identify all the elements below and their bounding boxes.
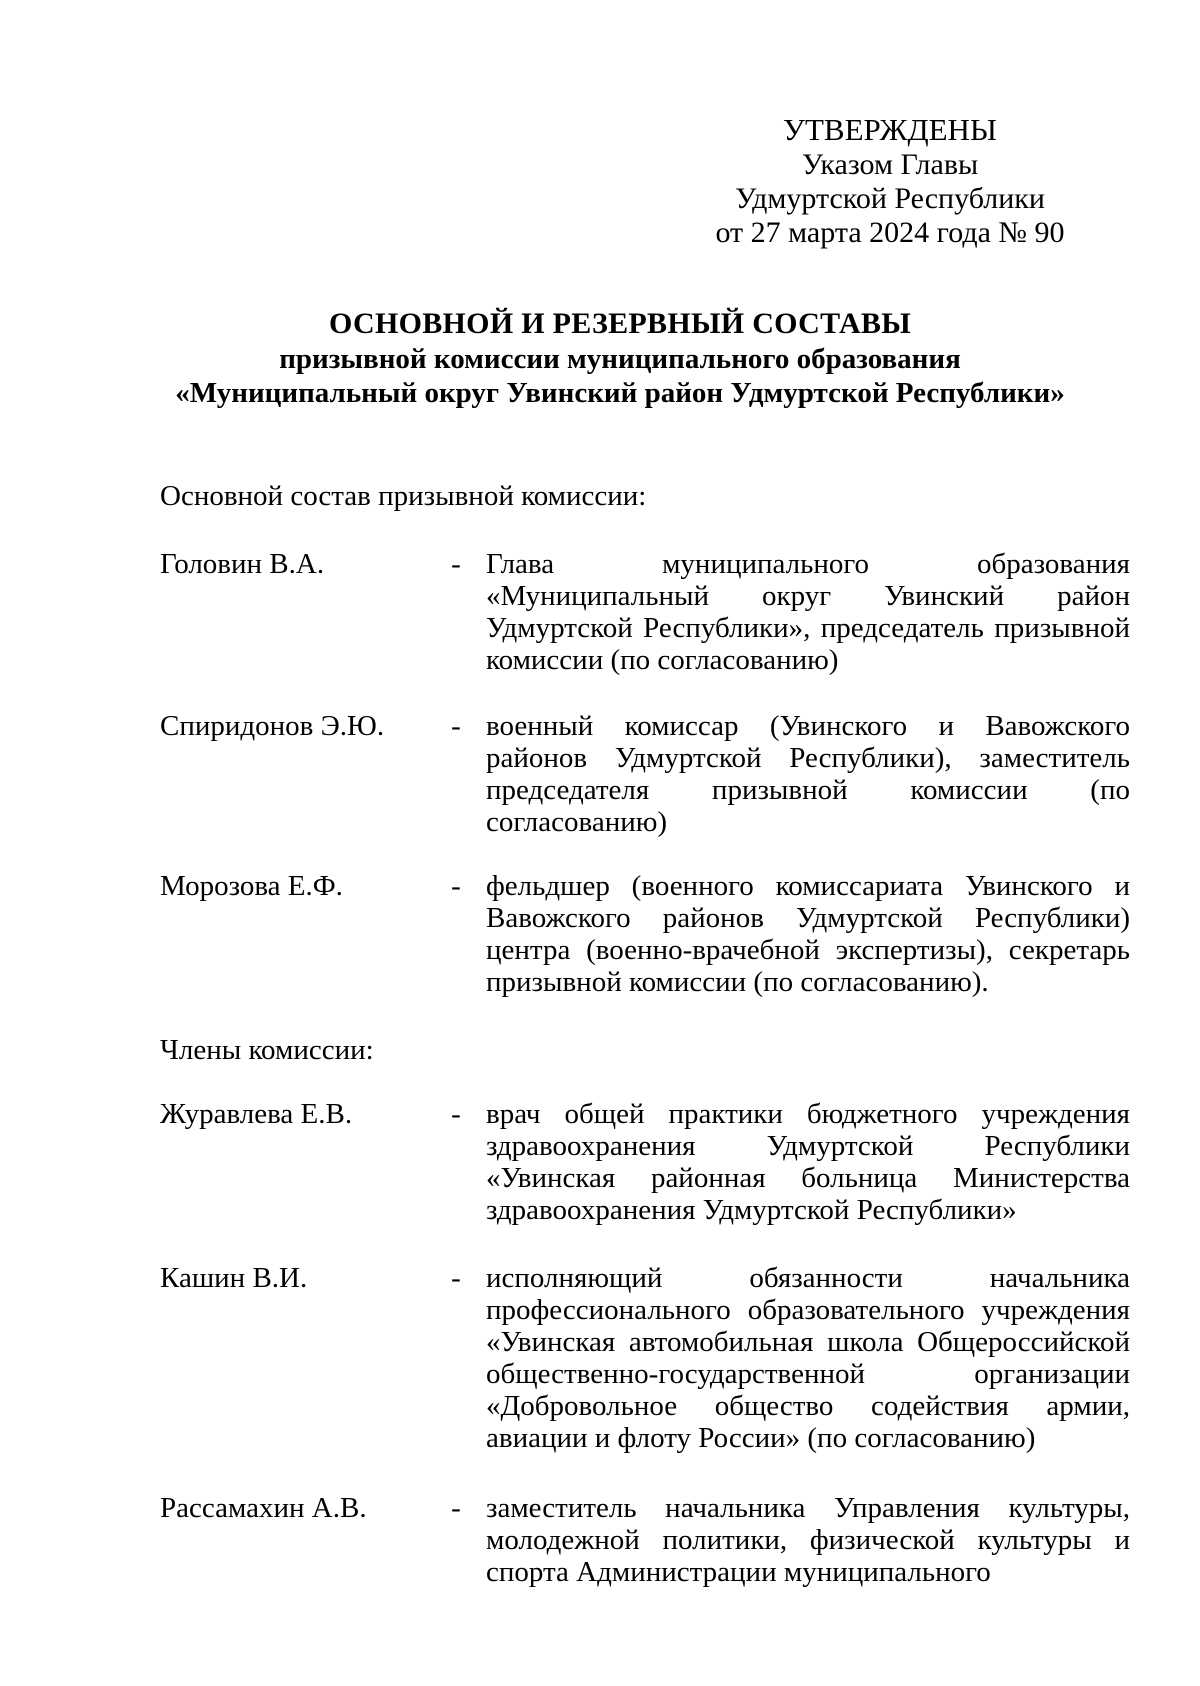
member-name: Рассамахин А.В. <box>160 1492 367 1524</box>
member-description: фельдшер (военного комиссариата Увинского и Вавожского районов Удмуртской Республики) центра (военно-врачебной экспертизы), секретарь призывной комиссии (по согласованию). <box>486 870 1130 998</box>
member-description: Глава муниципального образования «Муниципальный округ Увинский район Удмуртской Республики», председатель призывной комиссии (по согласованию) <box>486 548 1130 676</box>
member-dash: - <box>451 710 461 742</box>
member-description: военный комиссар (Увинского и Вавожского районов Удмуртской Республики), заместитель председателя призывной комиссии (по согласованию) <box>486 710 1130 838</box>
member-dash: - <box>451 548 461 580</box>
main-section-label: Основной состав призывной комиссии: <box>160 480 647 512</box>
member-entry <box>160 710 1130 838</box>
member-description: заместитель начальника Управления культуры, молодежной политики, физической культуры и спорта Администрации муниципального <box>486 1492 1130 1588</box>
title-subtitle-1: призывной комиссии муниципального образования <box>279 343 961 375</box>
member-name: Журавлева Е.В. <box>160 1098 353 1130</box>
member-name: Кашин В.И. <box>160 1262 308 1294</box>
member-entry <box>160 1492 1130 1588</box>
approval-line-4: от 27 марта 2024 года № 90 <box>715 216 1065 249</box>
approval-line-2: Указом Главы <box>801 148 979 181</box>
member-dash: - <box>451 1098 461 1130</box>
member-dash: - <box>451 870 461 902</box>
approval-stamp <box>700 112 1080 250</box>
member-entry <box>160 870 1130 998</box>
member-dash: - <box>451 1262 461 1294</box>
document-title <box>150 306 1090 410</box>
member-name: Морозова Е.Ф. <box>160 870 343 902</box>
member-description: врач общей практики бюджетного учреждения здравоохранения Удмуртской Республики «Увинская районная больница Министерства здравоохранения Удмуртской Республики» <box>486 1098 1130 1226</box>
approval-line-3: Удмуртской Республики <box>735 182 1045 215</box>
member-entry <box>160 1098 1130 1226</box>
member-entry <box>160 1262 1130 1454</box>
member-entry <box>160 548 1130 676</box>
members-section-label: Члены комиссии: <box>160 1034 374 1066</box>
member-description: исполняющий обязанности начальника профессионального образовательного учреждения «Увинская автомобильная школа Общероссийской общественно-государственной организации «Добровольное общество содействия армии, авиации и флоту России» (по согласованию) <box>486 1262 1130 1454</box>
member-name: Спиридонов Э.Ю. <box>160 710 385 742</box>
title-main: ОСНОВНОЙ И РЕЗЕРВНЫЙ СОСТАВЫ <box>329 307 911 340</box>
member-name: Головин В.А. <box>160 548 325 580</box>
approval-heading: УТВЕРЖДЕНЫ <box>783 112 997 147</box>
title-subtitle-2: «Муниципальный округ Увинский район Удмуртской Республики» <box>175 377 1065 409</box>
member-dash: - <box>451 1492 461 1524</box>
